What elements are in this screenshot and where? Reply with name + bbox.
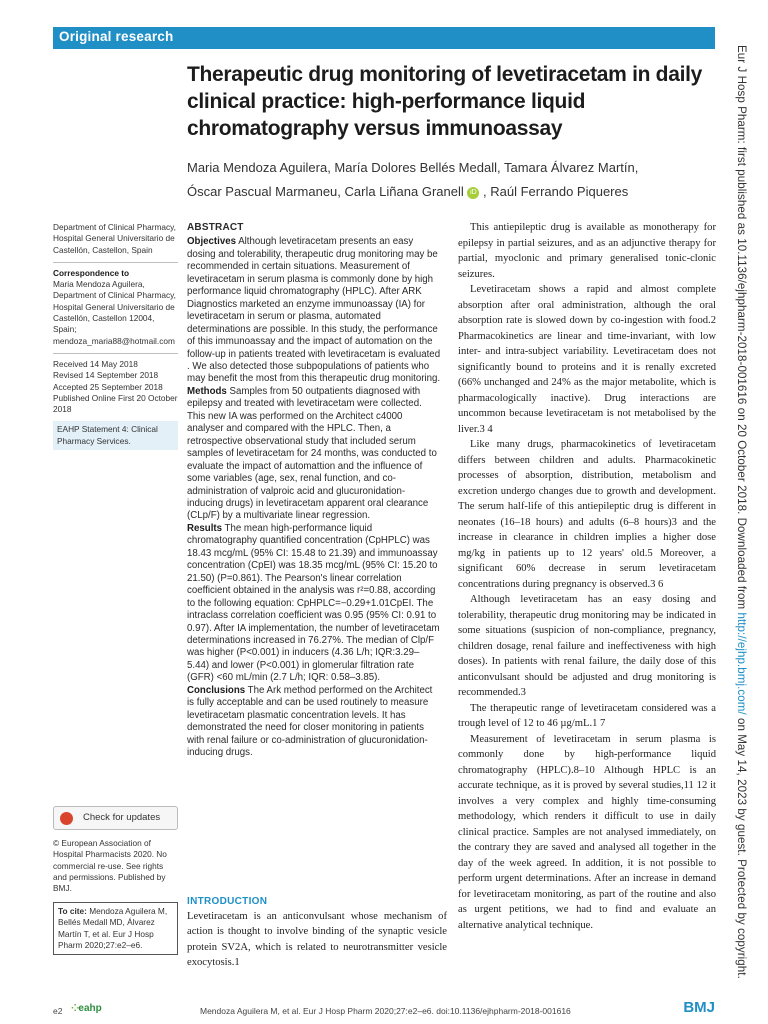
body-column xyxy=(458,220,716,933)
eahp-statement: EAHP Statement 4: Clinical Pharmacy Services. xyxy=(53,421,178,450)
abstract-conclusions xyxy=(187,685,441,760)
download-notice xyxy=(735,45,748,979)
download-notice-before: Eur J Hosp Pharm: first published as 10.1136/ejhpharm-2018-001616 on 20 October 2018. Downloaded from xyxy=(735,45,748,613)
body-paragraph-1: This antiepileptic drug is available as monotherapy for epilepsy in partial seizures, and as an adjunctive therapy for partial, myoclonic and primary generalised tonic-clonic seizures. xyxy=(458,222,716,280)
body-paragraph-3: Like many drugs, pharmacokinetics of levetiracetam differs between children and adults. Pharmacokinetic processes of absorption, distribution, metabolism and excretion undergo changes due to growth and development. The serum half-life of this antiepileptic drug is different in neonates (16–18 hours) and adults (6–8 hours)3 and the increase in clearance in children implies a higher dose mg/kg in patients up to 12 years' old.5 Moreover, a significant 60% decrease in serum levetiracetam concentrations during pregnancy is observed.3 6 xyxy=(458,439,716,590)
check-updates-label: Check for updates xyxy=(83,812,161,823)
conclusions-label: Conclusions xyxy=(187,684,246,696)
copyright-notice: © European Association of Hospital Pharmacists 2020. No commercial re-use. See rights and permissions. Published by BMJ. xyxy=(53,838,167,894)
conclusions-text: The Ark method performed on the Architect is fully acceptable and can be used routinely to measure levetiracetam plasmatic concentration levels. It has demonstrated the need for closer monitoring in patients with renal failure or co-administration of glucuronidation-inducing drugs. xyxy=(187,684,433,759)
author-list xyxy=(187,156,717,204)
methods-text: Samples from 50 outpatients diagnosed with epilepsy and treated with levetiracetam were collected. This new IA was performed on the Architect c4000 analyser and compared with the HPLC. Then, a retrospective observational study that included serum samples of levetiracetam for 24 months, was conducted to evaluate the impact of automattion and the influence of some variables (age, sex, renal function, and co-administration of valproic acid and glucuronidation-inducing drugs) in levetiracetam apparent oral clearance (CLp/F) by a multivariate linear regression. xyxy=(187,385,437,522)
introduction-heading: INTRODUCTION xyxy=(187,896,268,907)
eahp-logo-text: eahp xyxy=(78,1003,102,1014)
body-paragraph-5: The therapeutic range of levetiracetam considered was a trough level of 12 to 46 µg/mL.1 7 xyxy=(458,702,716,729)
correspondence xyxy=(53,268,178,347)
body-paragraph-4: Although levetiracetam has an easy dosing and tolerability, therapeutic drug monitoring may be indicated in some situations (suspicion of non-compliance, pregnancy, children dosage, renal failure and ineffectiveness with high doses). In patients with renal failure, the daily dose of this anticonvulsant should be adjusted and drug monitoring is recommended.3 xyxy=(458,594,716,698)
accepted-date: Accepted 25 September 2018 xyxy=(53,381,163,392)
journal-link[interactable]: http://ejhp.bmj.com/ xyxy=(735,612,748,715)
authors-line-2-b: , Raúl Ferrando Piqueres xyxy=(483,184,629,199)
received-date: Received 14 May 2018 xyxy=(53,358,138,369)
page-footer xyxy=(53,999,715,1019)
article-sidebar xyxy=(53,222,178,450)
abstract-results xyxy=(187,523,441,685)
eahp-logo xyxy=(71,1003,102,1014)
authors-line-1: Maria Mendoza Aguilera, María Dolores Bellés Medall, Tamara Álvarez Martín, xyxy=(187,160,639,175)
correspondence-label: Correspondence to xyxy=(53,267,130,278)
results-text: The mean high-performance liquid chromatography quantified concentration (CpHPLC) was 18.43 mcg/mL (95% CI: 15.48 to 21.39) and immunoassay concentration (CpEI) was 18.35 mcg/mL (95% CI: 15.20 to 21.50) (P=0.861). The Pearson's linear correlation coefficient obtained in the analysis was r²=0.88, according to the following equation: CpHPLC=−0.29+1.01CpEI. The intraclass correlation coefficient was 0.95 (95% CI: 0.91 to 0.97). After IA implementation, the number of levetiracetam determinations increased in 76.27%. The median of Clp/F was higher (P<0.001) in inducers (4.36 L/h; IQR:3.29–5.44) and lower (P<0.001) in glomerular filtration rate (GFR) <60 mL/min (2.7 L/h; IQR: 0.58–3.85). xyxy=(187,522,440,684)
section-banner xyxy=(53,27,715,49)
check-for-updates-button[interactable] xyxy=(53,806,178,830)
methods-label: Methods xyxy=(187,385,227,397)
body-paragraph-2: Levetiracetam shows a rapid and almost complete absorption after oral administration, although the oral absorption rate is slowed down by co-ingestion with food.2 Pharmacokinetics are linear and time-invariant, with low inter- and intra-subject variability. Levetiracetam does not significantly bound to proteins and it is renally excreted (66% unchanged and 24% as the major metabolite, which is pharmacologically inactive). Drug interactions are uncommon because levetiracetam is not metabolised by the liver.3 4 xyxy=(458,284,716,435)
section-label: Original research xyxy=(59,29,174,44)
correspondence-text: Maria Mendoza Aguilera, Department of Clinical Pharmacy, Hospital General Universitario de Castellón, Castellon 12004, Spain; mendoza_maria88@hotmail.com xyxy=(53,279,176,346)
abstract xyxy=(187,222,441,759)
objectives-label: Objectives xyxy=(187,236,237,248)
authors-line-2-a: Óscar Pascual Marmaneu, Carla Liñana Granell xyxy=(187,184,464,199)
abstract-objectives xyxy=(187,236,441,385)
affiliation: Department of Clinical Pharmacy, Hospital General Universitario de Castellón, Castellon, Spain xyxy=(53,222,176,255)
abstract-heading: ABSTRACT xyxy=(187,222,244,233)
orcid-icon[interactable]: iD xyxy=(467,187,479,199)
to-cite-label: To cite: xyxy=(58,906,87,916)
footer-citation: Mendoza Aguilera M, et al. Eur J Hosp Pharm 2020;27:e2–e6. doi:10.1136/ejhpharm-2018-001616 xyxy=(200,1006,571,1016)
body-paragraph-6: Measurement of levetiracetam in serum plasma is commonly done by high-performance liquid chromatography (HPLC).8–10 Although HPLC is an accurate technique, as it is proved by several studies,11 12 it involves a very complex and highly time-consuming methodology, which renders it difficult to use in daily clinical practice. Samples are not analysed immediately, on the contrary they are saved and analysed all together in the day of the week agreed. In addition, it is not possible to perform urgent determinations. After an increase in demand for levetiracetam monitoring, as part of the routine and also as urgent petitions, we had to find and evaluate an alternative analytical technique. xyxy=(458,733,716,931)
update-badge-icon xyxy=(60,812,73,825)
introduction xyxy=(187,896,447,971)
sidebar-divider xyxy=(53,353,178,354)
objectives-text: Although levetiracetam presents an easy dosing and tolerability, therapeutic drug monitoring may be recommended in certain situations. Measurement of levetiracetam in serum plasma is commonly done by high performance liquid chromatography (HPLC). After ARK Diagnostics marketed an enzyme immunoassay (IA) for levetiracetam in serum or plasma, automated determinations are possible. In this study, the performance of this immunoassay and the impact of automation on the follow-up in patients treated with levetiracetam is evaluated . We also detected those subpopulations of patients who may benefit the most from this therapeutic drug monitoring. xyxy=(187,236,441,385)
authors-line-2 xyxy=(187,180,717,204)
revised-date: Revised 14 September 2018 xyxy=(53,370,159,381)
results-label: Results xyxy=(187,522,222,534)
to-cite-box xyxy=(53,902,178,955)
history-dates xyxy=(53,359,178,415)
download-notice-after: on May 14, 2023 by guest. Protected by copyright. xyxy=(735,714,748,979)
to-cite-text: Mendoza Aguilera M, Bellés Medall MD, Álvarez Martín T, et al. Eur J Hosp Pharm 2020;27:e2–e6. xyxy=(58,906,168,950)
eahp-logo-mark-icon: ⁘ xyxy=(71,1003,79,1014)
introduction-text: Levetiracetam is an anticonvulsant whose mechanism of action is thought to involve binding of the synaptic vesicle protein SV2A, which is related to neurotransmitter vesicle exocytosis.1 xyxy=(187,911,447,969)
sidebar-divider xyxy=(53,262,178,263)
published-date: Published Online First 20 October 2018 xyxy=(53,392,178,415)
bmj-logo: BMJ xyxy=(683,999,715,1016)
abstract-methods xyxy=(187,386,441,523)
page-number: e2 xyxy=(53,1006,63,1016)
article-title: Therapeutic drug monitoring of levetiracetam in daily clinical practice: high-performance liquid chromatography versus immunoassay xyxy=(187,63,703,140)
